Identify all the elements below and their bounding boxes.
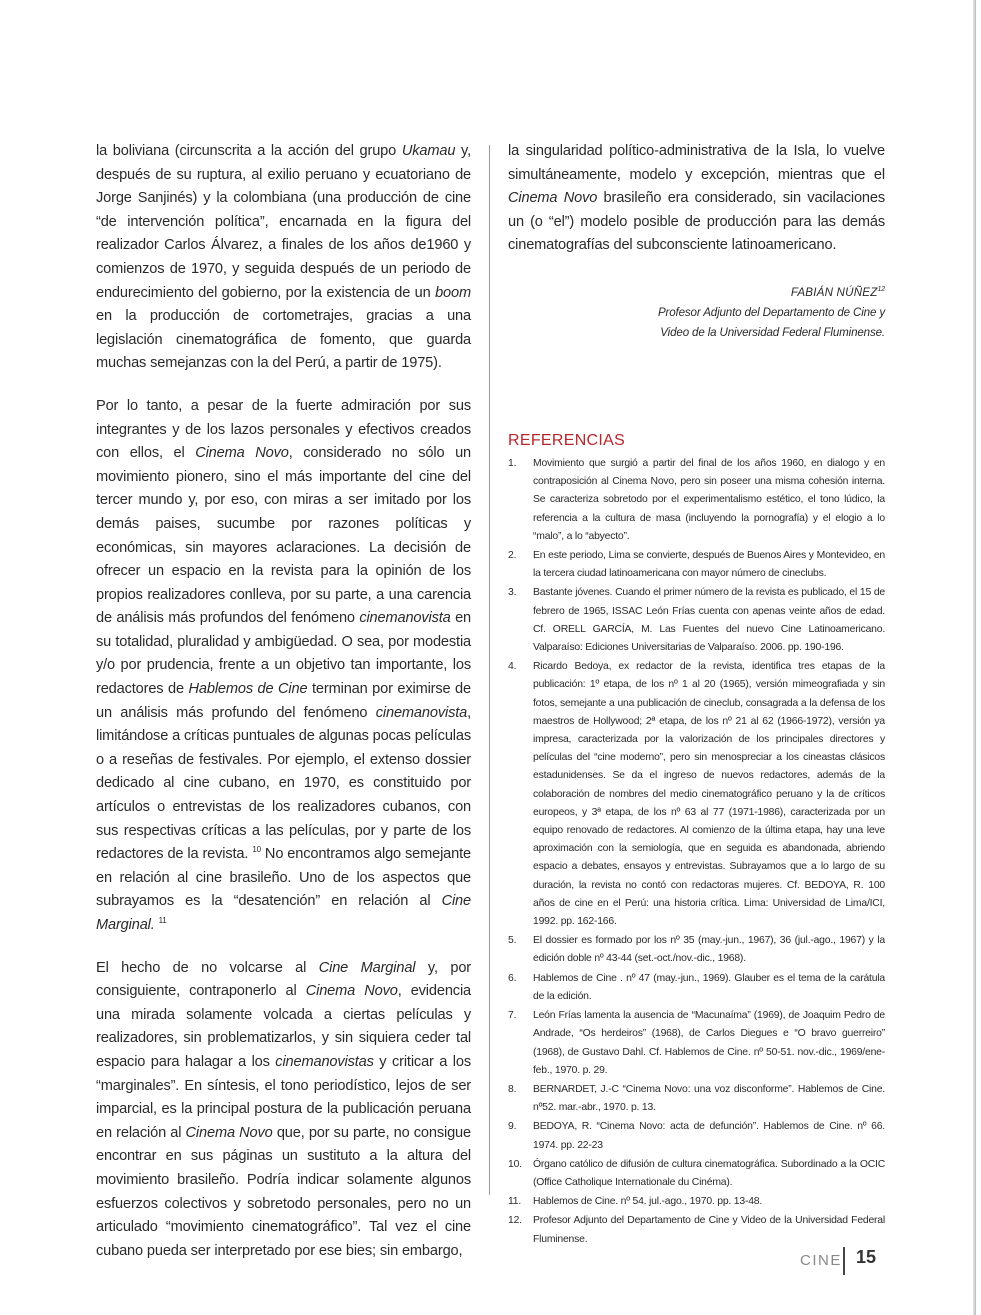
text-run: , considerado no sólo un movimiento pionero, sino el más importante del cine del tercer mundo y, por eso, con miras a ser imitado por los demás paises, sucumbe por razones políticas y económicas, sin mayores aclaraciones. La decisión de ofrecer un espacio en la revista para la opinión de los propios realizadores conlleva, por su parte, a una carencia de análisis más profundos del fenómeno <box>96 445 471 627</box>
reference-number: 12. <box>508 1215 522 1227</box>
italic-term: cinemanovista <box>375 704 468 721</box>
reference-item <box>508 932 885 968</box>
reference-item <box>508 970 885 1006</box>
reference-item <box>508 584 885 657</box>
reference-number: 1. <box>508 458 517 469</box>
reference-number: 8. <box>508 1083 517 1095</box>
text-run: , evidencia una mirada solamente volcada a ciertas películas y realizadores, sin problematizarlos, y sin siquiera ceder tal espacio para halagar a los <box>96 983 472 1070</box>
author-signature <box>508 280 885 343</box>
text-run: y, por consiguiente, contraponerlo al <box>96 959 472 1000</box>
references-title: REFERENCIAS <box>508 432 626 449</box>
author-name: FABIÁN NÚÑEZ <box>790 285 878 299</box>
footer-section-label: CINE <box>800 1252 842 1269</box>
text-run: Por lo tanto, a pesar de la fuerte admiración por sus integrantes y de los lazos personales y efectivos creados con ellos, el <box>96 397 471 462</box>
italic-term: Cine Marginal <box>318 959 416 976</box>
reference-number: 7. <box>508 1010 517 1022</box>
left-paragraph-3 <box>96 957 471 1264</box>
page-number: 15 <box>856 1247 877 1267</box>
reference-text: Movimiento que surgió a partir del final de los años 1960, en dialogo y en contraposición al Cinema Novo, pero sin poseer una misma cohesión interna. Se caracteriza sobretodo por el experimentalismo estético, el tono lúdico, la referencia a la cultura de masa (incluyendo la pornografía) y el elogio a lo “malo”, a lo “abyecto”. <box>533 458 885 542</box>
right-paragraph-1 <box>508 140 885 258</box>
reference-item <box>508 1156 885 1192</box>
reference-text: Hablemos de Cine . nº 47 (may.-jun., 1969). Glauber es el tema de la carátula de la edición. <box>533 972 885 1002</box>
text-run: terminan por eximirse de un análisis más profundo del fenómeno <box>96 681 471 721</box>
reference-text: Órgano católico de difusión de cultura cinematográfica. Subordinado a la OCIC (Office Catholique Internationale du Cinéma). <box>533 1158 885 1188</box>
column-divider <box>489 145 490 1195</box>
reference-text: BERNARDET, J.-C “Cinema Novo: una voz disconforme”. Hablemos de Cine. nº52. mar.-abr., 1970. p. 13. <box>533 1083 885 1114</box>
author-name-line <box>508 280 885 303</box>
text-run: la singularidad político-administrativa de la Isla, lo vuelve simultáneamente, modelo y excepción, mientras que el <box>508 143 885 183</box>
italic-term: cinemanovista <box>359 610 451 627</box>
italic-term: cinemanovistas <box>275 1053 374 1070</box>
reference-text: León Frías lamenta la ausencia de “Macunaíma” (1969), de Joaquim Pedro de Andrade, “Os herdeiros” (1968), de Carlos Diegues e “O bravo guerreiro” (1968), de Gustavo Dahl. Cf. Hablemos de Cine. nº 50-51. nov.-dic., 1969/ene-feb., 1970. p. 29. <box>533 1010 885 1076</box>
italic-term: boom <box>435 284 471 301</box>
text-run: que, por su parte, no consigue encontrar en sus páginas un sustituto a la altura del movimiento brasileño. Podría indicar solamente algunos esfuerzos colectivos y sobretodo personales, pero no un articulado “movimiento cinematográfico”. Tal vez el cine cubano pueda ser interpretado por ese bies; sin embargo, <box>96 1124 471 1259</box>
author-affiliation-2: Video de la Universidad Federal Fluminense. <box>660 325 885 339</box>
footnote-ref: 10 <box>252 845 261 855</box>
left-paragraph-2 <box>96 395 471 938</box>
page-edge-line <box>973 0 976 1315</box>
reference-number: 3. <box>508 587 517 599</box>
reference-item <box>508 658 885 931</box>
italic-term: Cinema Novo <box>305 983 398 1000</box>
left-column <box>96 140 471 1282</box>
reference-number: 4. <box>508 661 517 673</box>
italic-term: Hablemos de Cine <box>188 681 308 698</box>
reference-item <box>508 1081 885 1117</box>
reference-number: 11. <box>508 1196 522 1208</box>
reference-number: 10. <box>508 1158 522 1170</box>
author-affiliation-1: Profesor Adjunto del Departamento de Cine y <box>657 305 885 319</box>
italic-term: Cinema Novo <box>195 445 289 462</box>
reference-text: BEDOYA, R. “Cinema Novo: acta de defunción”. Hablemos de Cine. nº 66. 1974. pp. 22-23 <box>533 1121 885 1151</box>
reference-text: El dossier es formado por los nº 35 (may.-jun., 1967), 36 (jul.-ago., 1967) y la edición doble nº 43-44 (set.-oct./nov.-dic., 1968). <box>533 935 885 965</box>
reference-text: Bastante jóvenes. Cuando el primer número de la revista es publicado, el 15 de febrero de 1965, ISSAC León Frías cuenta con apenas veinte años de edad. Cf. ORELL GARCÍA, M. Las Fuentes del nuevo Cine Latinoamericano. Valparaíso: Ediciones Universitarias de Valparaíso. 2006. pp. 190-196. <box>533 587 885 654</box>
text-run: y, después de su ruptura, al exilio peruano y ecuatoriano de Jorge Sanjinés) y la colombiana (una producción de cine “de intervención política”, encarnada en la figura del realizador Carlos Álvarez, a finales de los años de1960 y comienzos de 1970, y seguida después de un periodo de endurecimiento del gobierno, por la existencia de un <box>96 143 472 301</box>
reference-item <box>508 455 885 546</box>
italic-term: Cinema Novo <box>508 190 598 207</box>
text-run: la boliviana (circunscrita a la acción del grupo <box>96 143 402 159</box>
reference-number: 6. <box>508 972 517 984</box>
left-paragraph-1 <box>96 140 471 376</box>
author-footnote: 12 <box>877 285 885 293</box>
reference-text: Profesor Adjunto del Departamento de Cine y Video de la Universidad Federal Fluminense. <box>533 1215 885 1245</box>
text-run: , limitándose a críticas puntuales de algunas pocas películas o a reseñas de festivales. Por ejemplo, el extenso dossier dedicado al cine cubano, en 1970, es constituido por artículos o entrevistas de los realizadores cubanos, con sus respectivas críticas a las películas, por y parte de los redactores de la revista. <box>96 704 471 863</box>
reference-number: 9. <box>508 1121 517 1133</box>
reference-number: 5. <box>508 935 517 947</box>
reference-text: Hablemos de Cine. nº 54. jul.-ago., 1970. pp. 13-48. <box>533 1196 763 1208</box>
text-run: brasileño era considerado, sin vacilaciones un (o “el”) modelo posible de producción para las demás cinematografías del subconsciente latinoamericano. <box>508 190 885 254</box>
italic-term: Cine Marginal. <box>96 893 471 933</box>
reference-item <box>508 1007 885 1080</box>
right-column <box>508 140 885 343</box>
italic-term: Cinema Novo <box>185 1124 273 1141</box>
text-run: El hecho de no volcarse al <box>96 959 319 976</box>
reference-item <box>508 547 885 583</box>
text-run: No encontramos algo semejante en relación al cine brasileño. Uno de los aspectos que subrayamos es la “desatención” en relación al <box>96 846 471 910</box>
italic-term: Ukamau <box>401 143 456 159</box>
reference-item <box>508 1212 885 1248</box>
references-list <box>508 455 885 1250</box>
text-run: y criticar a los “marginales”. En síntesis, el tono periodístico, lejos de ser imparcial, es la principal postura de la publicación peruana en relación al <box>96 1053 471 1141</box>
footnote-ref: 11 <box>158 916 167 926</box>
reference-text: Ricardo Bedoya, ex redactor de la revista, identifica tres etapas de la publicación: 1º etapa, de los nº 1 al 20 (1965), versión mimeografiada y sin fotos, semejante a una publicación de cineclub, consagrada a la defensa de los maestros de Hollywood; 2ª etapa, de los nº 21 al 62 (1966-1972), versión ya impresa, caracterizada por la valorización de los principales directores y películas del “cine moderno”, pero sin menospreciar a los cineastas clásicos estadunidenses. Se da el ingreso de nuevos redactores, además de la colaboración de nombres del medio cinematográfico peruano y la de críticos europeos, y 3ª etapa, de los nº 63 al 77 (1971-1986), caracterizada por un equipo renovado de redactores. Al comienzo de la última etapa, hay una leve aproximación con la semiología, que en seguida es abandonada, abriendo espacio a debates, ensayos y entrevistas. Subrayamos que a lo largo de su duración, la revista no contó con redactoras mujeres. Cf. BEDOYA, R. 100 años de cine en el Perú: una historia crítica. Lima: Universidad de Lima/ICI, 1992. pp. 162-166. <box>533 661 885 928</box>
reference-item <box>508 1118 885 1154</box>
reference-item <box>508 1193 885 1211</box>
reference-number: 2. <box>508 550 517 562</box>
footer-divider <box>843 1247 845 1275</box>
text-run: en su totalidad, pluralidad y ambigüedad. O sea, por modestia y/o por prudencia, frente a un objetivo tan importante, los redactores de <box>96 610 472 698</box>
text-run: en la producción de cortometrajes, gracias a una legislación cinematográfica de fomento, que guarda muchas semejanzas con la del Perú, a partir de 1975). <box>96 308 471 372</box>
reference-text: En este periodo, Lima se convierte, después de Buenos Aires y Montevideo, en la tercera ciudad latinoamericana con mayor número de cineclubs. <box>533 550 885 580</box>
